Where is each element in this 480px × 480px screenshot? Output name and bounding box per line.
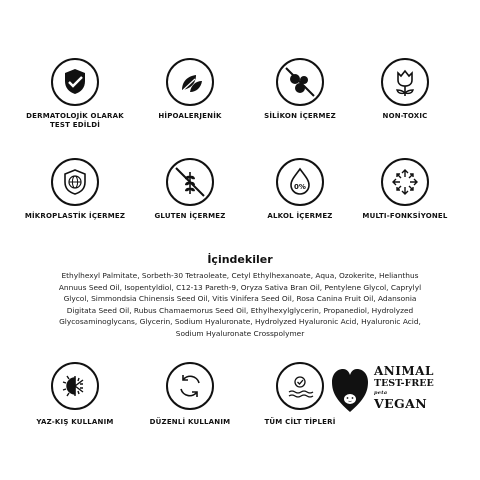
peta-bunny-heart-icon — [330, 366, 370, 414]
badge-label: YAZ-KIŞ KULLANIM — [36, 418, 114, 426]
badge-label: MULTI-FONKSİYONEL — [362, 212, 448, 220]
badge-label: DÜZENLİ KULLANIM — [149, 418, 231, 426]
badge-label: NON-TOXIC — [382, 112, 428, 120]
svg-text:0%: 0% — [294, 183, 306, 191]
sun-snowflake-icon — [51, 362, 99, 410]
badge-label: HİPOALERJENİK — [158, 112, 222, 120]
ingredients-title: İçindekiler — [207, 253, 273, 266]
vegan-line-1: ANIMAL — [374, 364, 434, 378]
badge-label: TÜM CİLT TİPLERİ — [264, 418, 336, 426]
badge-label: SİLİKON İÇERMEZ — [264, 112, 336, 120]
multi-arrows-icon — [381, 158, 429, 206]
badge-label: DERMATOLOJİK OLARAK TEST EDİLDİ — [26, 112, 124, 129]
dermatology-shield-check-icon — [51, 58, 99, 106]
vegan-line-3: VEGAN — [374, 396, 428, 411]
badge-label: ALKOL İÇERMEZ — [267, 212, 333, 220]
peta-vegan-logo — [330, 362, 440, 422]
globe-shield-icon — [51, 158, 99, 206]
leaves-icon — [166, 58, 214, 106]
refresh-cycle-icon — [166, 362, 214, 410]
alcohol-zero-percent-drop-icon — [276, 158, 324, 206]
skin-check-icon — [276, 362, 324, 410]
ingredients-text: Ethylhexyl Palmitate, Sorbeth-30 Tetraoleate, Cetyl Ethylhexanoate, Aqua, Ozokerite, Helianthus Annuus Seed Oil, Isopentyldiol, C12-13 Pareth-9, Oryza Sativa Bran Oil, Pentylene Glycol, Caprylyl Glycol, Simmondsia Chinensis Seed Oil, Vitis Vinifera Seed Oil, Rosa Canina Fruit Oil, Adansonia Digitata Seed Oil, Rubus Chamaemorus Seed Oil, Ethylhexylglycerin, Propanediol, Hydrolyzed Glycosaminoglycans, Glycerin, Sodium Hyaluronate, Hydrolyzed Hyaluronic Acid, Hyaluronic Acid, Sodium Hyaluronate Crosspolymer — [58, 271, 422, 338]
badge-label: MİKROPLASTİK İÇERMEZ — [24, 212, 126, 220]
no-gluten-wheat-icon — [166, 158, 214, 206]
vegan-brand: peta — [374, 390, 388, 396]
no-silicone-icon — [276, 58, 324, 106]
badge-label: GLUTEN İÇERMEZ — [154, 212, 226, 220]
tulip-flower-icon — [381, 58, 429, 106]
vegan-line-2: TEST-FREE — [374, 378, 434, 389]
